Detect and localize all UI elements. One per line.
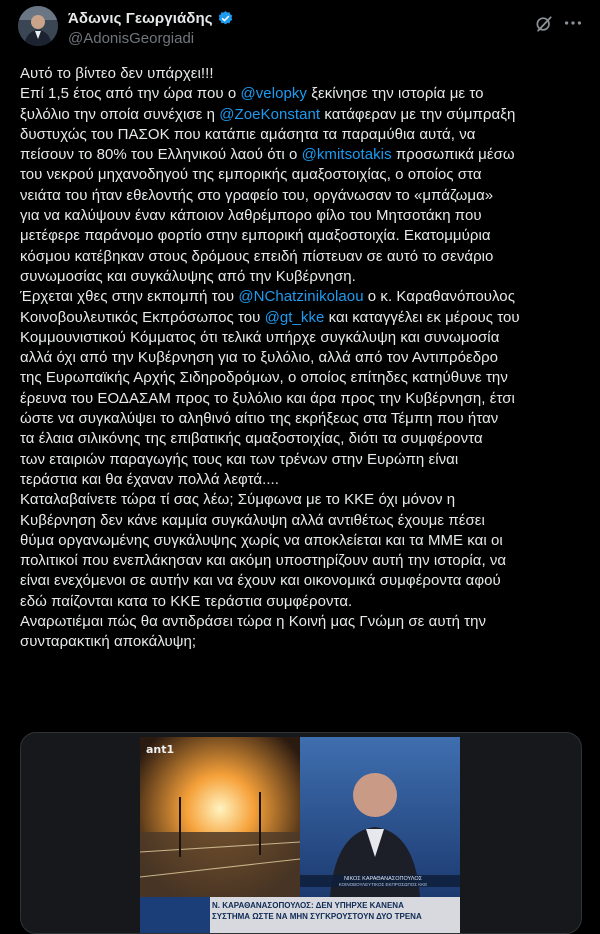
post-text-line — [20, 368, 586, 388]
post-header — [18, 6, 584, 50]
post-text: ξεκίνησε την ιστορία με το — [306, 85, 484, 103]
post-text: κατάφεραν με την σύμπραξη — [320, 105, 516, 123]
post-text-line — [20, 125, 586, 145]
post-text: του νεκρού μηχανοδηγού της εμπορικής αμαξοστοιχίας, ο οποίος στα — [20, 166, 482, 184]
post-text: εδώ παίζονται κατα το ΚΚΕ τεράστια συμφέροντα. — [20, 592, 353, 610]
post-text: πολιτικοί που ενεπλάκησαν και ακόμη υποστηρίζουν αυτή την ιστορία, να — [20, 552, 507, 570]
mention-link[interactable]: @gt_kke — [264, 308, 325, 326]
post-text: μετέφερε παράνομο φορτίο στην εμπορική αμαξοστοιχία. Εκατομμύρια — [20, 227, 491, 245]
post-text: αλλά όχι από την Κυβέρνηση για το ξυλόλιο, αλλά από τον Αντιπρόεδρο — [20, 349, 499, 367]
lower-third-role: ΚΟΙΝΟΒΟΥΛΕΥΤΙΚΟΣ ΕΚΠΡΟΣΩΠΟΣ ΚΚΕ — [338, 882, 428, 887]
post-text-line — [20, 551, 586, 571]
post-text: συνωμοσίας και συγκάλυψης από την Κυβέρνηση. — [20, 267, 356, 285]
post-text-line — [20, 450, 586, 470]
post-text-line — [20, 429, 586, 449]
post-text: Κοινοβουλευτικός Εκπρόσωπος του — [20, 308, 265, 326]
post-text-line — [20, 165, 586, 185]
post-text: τεράστια και θα έχαναν πολλά λεφτά.... — [20, 470, 279, 488]
post-text: Επί 1,5 έτος από την ώρα που ο — [20, 85, 241, 103]
grok-icon[interactable] — [534, 14, 554, 34]
mention-link[interactable]: @NChatzinikolaou — [238, 288, 364, 306]
post-text: θύμα οργανωμένης συγκάλυψης χωρίς να αποκλείεται και τα ΜΜΕ και οι — [20, 531, 503, 549]
post-text: και καταγγέλει εκ μέρους του — [324, 308, 520, 326]
post-text: τα έλαια σιλικόνης της επιβατικής αμαξοστοιχίας, διότι τα συμφέροντα — [20, 430, 483, 448]
name-row — [68, 10, 234, 27]
post-text: συνταρακτική αποκάλυψη; — [20, 633, 197, 651]
display-name[interactable]: Άδωνις Γεωργιάδης — [68, 10, 213, 27]
media-card[interactable] — [20, 732, 582, 934]
post-text-line — [20, 490, 586, 510]
post-text-line — [20, 267, 586, 287]
headline-line-2: ΣΥΣΤΗΜΑ ΩΣΤΕ ΝΑ ΜΗΝ ΣΥΓΚΡΟΥΣΤΟΥΝ ΔΥΟ ΤΡΕΝΑ — [212, 912, 422, 921]
post-text: νειάτα του ήταν εθελοντής στο γραφείο του, οργάνωσαν το «μπάζωμα» — [20, 186, 494, 204]
post-text: της Ευρωπαϊκής Αρχής Σιδηροδρόμων, ο οποίος επίτηδες κατηύθυνε την — [20, 369, 508, 387]
post-text-line — [20, 592, 586, 612]
post-text-line — [20, 308, 586, 328]
post-text-line — [20, 64, 586, 84]
mention-link[interactable]: @velopky — [240, 85, 307, 103]
post-text: δυστυχώς του ΠΑΣΟΚ που κατάπιε αμάσητα τα παραμύθια αυτά, να — [20, 125, 476, 143]
post-text: Κομμουνιστικού Κόμματος ότι τελικά υπήρχε συγκάλυψη και συνωμοσία — [20, 328, 500, 346]
post-text-line — [20, 247, 586, 267]
avatar-image — [18, 6, 58, 46]
post-text: προσωπικά μέσω — [391, 146, 515, 164]
post-text: έρευνα του ΕΟΔΑΣΑΜ προς το ξυλόλιο και άρα προς την Κυβέρνηση, έτσι — [20, 389, 515, 407]
post-text: των εταιριών παραγωγής τους και των τρένων στην Ευρώπη είναι — [20, 450, 459, 468]
more-dots-icon[interactable] — [562, 12, 584, 34]
post-text: ώστε να συγκαλύψει το αληθινό αίτιο της εκρήξεως στα Τέμπη που ήταν — [20, 410, 499, 428]
post-text-line — [20, 348, 586, 368]
post-text-line — [20, 389, 586, 409]
mention-link[interactable]: @kmitsotakis — [301, 146, 392, 164]
post-text-line — [20, 511, 586, 531]
post-text-line — [20, 186, 586, 206]
verified-badge-icon — [217, 10, 234, 27]
post-text-line — [20, 409, 586, 429]
post-text-line — [20, 287, 586, 307]
channel-logo: ant1 — [146, 743, 175, 756]
post-text-line — [20, 226, 586, 246]
lower-third-name: ΝΙΚΟΣ ΚΑΡΑΘΑΝΑΣΟΠΟΥΛΟΣ — [343, 876, 423, 882]
post-text-line — [20, 105, 586, 125]
post-body — [20, 64, 586, 653]
post-text: Αυτό το βίντεο δεν υπάρχει!!! — [20, 65, 214, 82]
post-text: Έρχεται χθες στην εκπομπή του — [20, 288, 239, 306]
post-text-line — [20, 531, 586, 551]
post-text-line — [20, 612, 586, 632]
post-text: για να καλύψουν έναν κάποιον λαθρέμπορο φίλο του Μητσοτάκη που — [20, 207, 482, 225]
post-text: Καταλαβαίνετε τώρα τί σας λέω; Σύμφωνα με το ΚΚΕ όχι μόνον η — [20, 491, 456, 509]
post-text: πείσουν το 80% του Ελληνικού λαού ότι ο — [20, 146, 302, 164]
post-text: Αναρωτιέμαι πώς θα αντιδράσει τώρα η Κοινή μας Γνώμη σε αυτή την — [20, 613, 487, 631]
post-text-line — [20, 632, 586, 652]
post-text: Κυβέρνηση δεν κάνε καμμία συγκάλυψη αλλά αντιθέτως έχουμε πέσει — [20, 511, 485, 529]
handle[interactable]: @AdonisGeorgiadi — [68, 30, 195, 47]
post-text: είναι ενεχόμενοι σε αυτήν και να έχουν και οικονομικά συμφέροντα αφού — [20, 572, 501, 590]
post-text-line — [20, 84, 586, 104]
video-player[interactable] — [140, 737, 460, 933]
avatar[interactable] — [18, 6, 58, 46]
mention-link[interactable]: @ZoeKonstant — [219, 105, 321, 123]
post-text-line — [20, 145, 586, 165]
post-text: ο κ. Καραθανόπουλος — [363, 288, 515, 306]
post-text-line — [20, 328, 586, 348]
post-text: κόσμου κατέβηκαν στους δρόμους επειδή πίστευαν σε αυτό το σενάριο — [20, 247, 494, 265]
post-text-line — [20, 470, 586, 490]
headline-line-1: Ν. ΚΑΡΑΘΑΝΑΣΟΠΟΥΛΟΣ: ΔΕΝ ΥΠΗΡΧΕ ΚΑΝΕΝΑ — [212, 901, 404, 910]
post-text-line — [20, 206, 586, 226]
post-text: ξυλόλιο την οποία συνέχισε η — [20, 105, 220, 123]
post-text-line — [20, 571, 586, 591]
